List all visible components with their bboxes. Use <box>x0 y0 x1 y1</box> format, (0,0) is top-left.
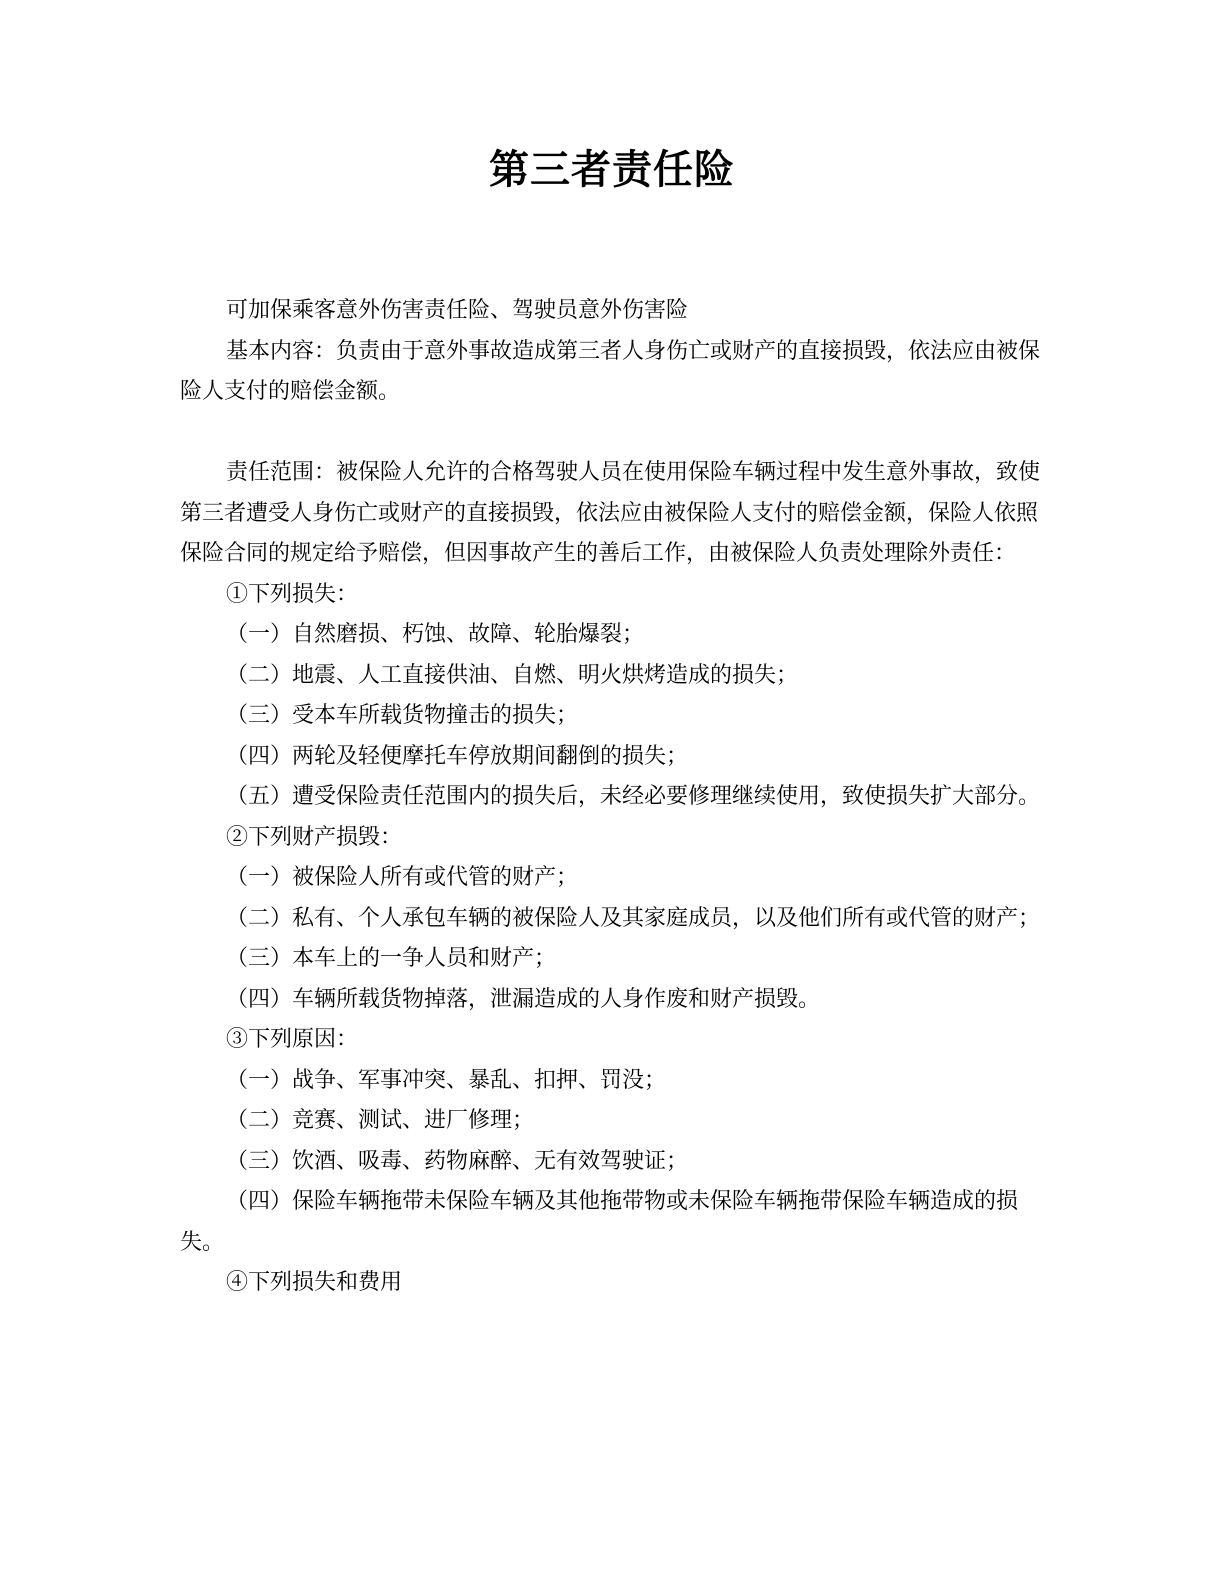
list-item: （三）受本车所载货物撞击的损失； <box>226 703 579 728</box>
list-item: （四）保险车辆拖带未保险车辆及其他拖带物或未保险车辆拖带保险车辆造成的损失。 <box>180 1189 1019 1255</box>
list-item: （五）遭受保险责任范围内的损失后，未经必要修理继续使用，致使损失扩大部分。 <box>226 784 1041 809</box>
section-heading-property-damage: ②下列财产损毁： <box>226 824 403 850</box>
list-item: （三）饮酒、吸毒、药物麻醉、无有效驾驶证； <box>226 1148 689 1174</box>
paragraph-spacer <box>180 413 1040 454</box>
list-item: （四）两轮及轻便摩托车停放期间翻倒的损失； <box>226 743 689 769</box>
page-title: 第三者责任险 <box>489 147 735 193</box>
paragraph-basic-content: 基本内容：负责由于意外事故造成第三者人身伤亡或财产的直接损毁，依法应由被保险人支付的赔偿金额。 <box>180 338 1041 404</box>
paragraph-scope-of-liability: 责任范围：被保险人允许的合格驾驶人员在使用保险车辆过程中发生意外事故，致使第三者遭受人身伤亡或财产的直接损毁，依法应由被保险人支付的赔偿金额，保险人依照保险合同的规定给予赔偿，但因事故产生的善后工作，由被保险人负责处理除外责任： <box>180 460 1041 566</box>
list-item: （一）被保险人所有或代管的财产； <box>226 865 579 890</box>
list-item: （一）自然磨损、朽蚀、故障、轮胎爆裂； <box>226 622 645 647</box>
section-heading-causes: ③下列原因： <box>226 1027 359 1052</box>
paragraph-add-on-coverage: 可加保乘客意外伤害责任险、驾驶员意外伤害险 <box>226 298 689 323</box>
list-item: （一）战争、军事冲突、暴乱、扣押、罚没； <box>226 1067 667 1093</box>
document-body <box>180 291 1040 1304</box>
list-item: （二）竞赛、测试、进厂修理； <box>226 1108 535 1133</box>
list-item: （二）私有、个人承包车辆的被保险人及其家庭成员，以及他们所有或代管的财产； <box>226 905 1041 931</box>
section-heading-losses-and-expenses: ④下列损失和费用 <box>226 1270 403 1295</box>
list-item: （二）地震、人工直接供油、自燃、明火烘烤造成的损失； <box>226 662 799 688</box>
list-item: （四）车辆所载货物掉落，泄漏造成的人身作废和财产损毁。 <box>226 986 821 1012</box>
list-item: （三）本车上的一争人员和财产； <box>226 946 557 971</box>
section-heading-losses: ①下列损失： <box>226 581 359 607</box>
